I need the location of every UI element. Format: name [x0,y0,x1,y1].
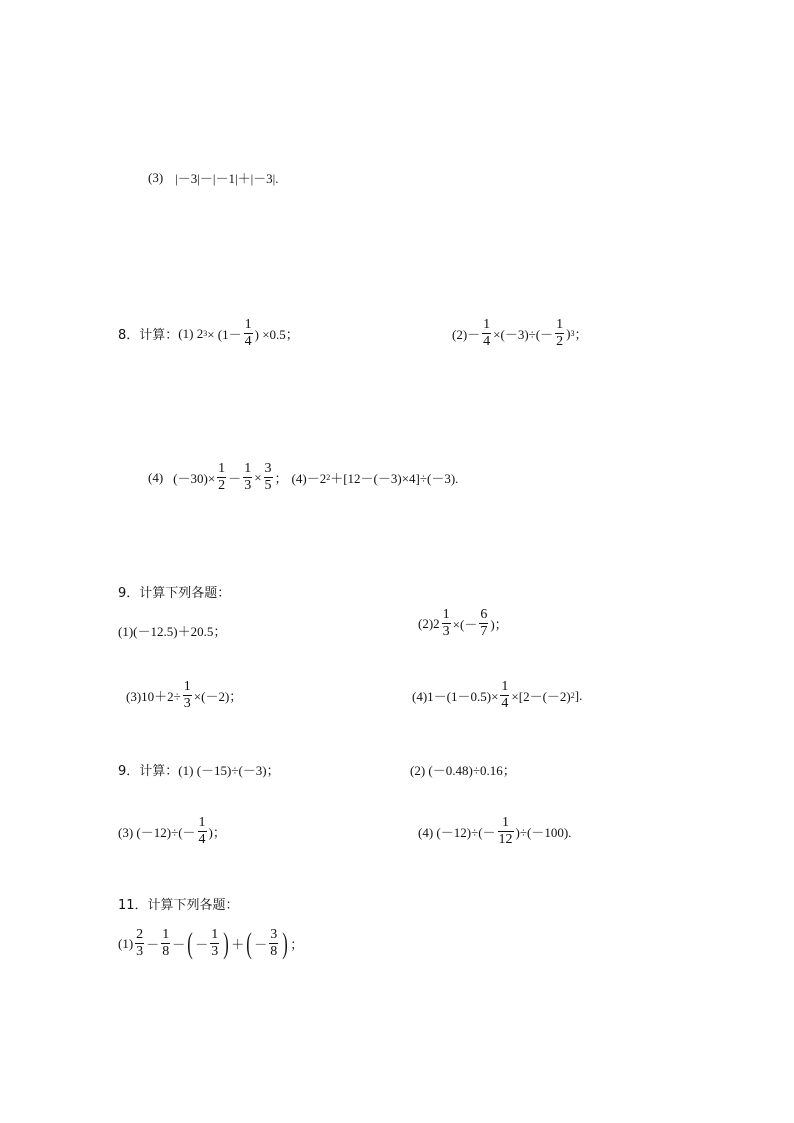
expr-text: ； [274,471,288,486]
fraction: $\frac{1}{3}$ [211,927,219,959]
expr-text: )÷(－100). [515,825,572,840]
fraction: $\frac{1}{4}$ [198,815,206,847]
exponent: 3 [570,329,575,338]
q9a-part-1: (1)(－12.5)＋20.5； [118,624,227,639]
expr-text: )； [490,617,508,632]
fraction: $\frac{1}{2}$ [218,461,226,493]
q11-heading: 11．计算下列各题： [118,898,239,913]
left-paren: ( [246,926,252,960]
exponent: 2 [570,691,575,700]
q8-heading: 8．计算： [118,328,179,343]
q9a-part-2 [418,608,508,639]
expr-text: － [146,937,160,952]
fraction: $\frac{1}{2}$ [556,317,564,349]
fraction: $\frac{1}{3}$ [442,607,450,639]
left-paren: ( [187,926,193,960]
q9b-part-4 [418,816,571,847]
expr-text: ＋[12－(－3)×4]÷(－3). [330,471,459,486]
expr-text: － [228,471,242,486]
expr-text: ) ×0.5； [254,327,299,342]
q8-part-2 [452,318,588,349]
q11-part-1 [118,928,303,959]
q8-part-4 [148,462,458,493]
item-label: (1) [118,935,134,951]
expr-text: － [172,937,186,952]
expr-text: (4)1－(1－0.5)× [412,689,499,704]
right-paren: ) [223,926,229,960]
exponent: 2 [326,473,331,482]
expr-text: ×(－3)÷(－ [493,327,554,342]
fraction: $\frac{1}{4}$ [501,679,509,711]
q9a-part-3 [126,680,242,711]
q8-part-1 [118,318,299,349]
problem-7-3 [148,168,279,187]
fraction: $\frac{1}{12}$ [498,815,513,847]
q9b-part-2: (2) (－0.48)÷0.16； [410,763,516,778]
fraction: $\frac{1}{4}$ [244,317,252,349]
expr-text: (4) (－12)÷(－ [418,825,496,840]
expr-text: × [254,469,262,485]
expr-text: (3)10＋2÷ [126,689,181,704]
fraction: $\frac{1}{8}$ [162,927,170,959]
exponent: 3 [203,329,208,338]
expr-text: (－30)× [173,471,216,486]
expr-text: ×[2－(－2) [511,689,571,704]
expr-text: (2)2 [418,615,440,631]
expr-text: ×(－2)； [193,689,243,704]
expr-text: ×(－ [452,617,478,632]
expr-text: (3) (－12)÷(－ [118,825,196,840]
fraction: $\frac{3}{8}$ [270,927,278,959]
expr-text: (1) 2 [178,325,204,341]
expr-text: × (1－ [207,327,242,342]
q9a-part-4 [412,680,582,711]
q9b-part-1 [118,760,280,779]
fraction: $\frac{1}{3}$ [244,461,252,493]
expr-text: (4)－2 [291,471,327,486]
expr-text: )； [208,825,226,840]
expr-text: (1) (－15)÷(－3)； [178,763,280,778]
right-paren: ) [282,926,288,960]
q9b-heading: 9．计算： [118,764,179,779]
fraction: $\frac{3}{5}$ [264,461,272,493]
fraction: $\frac{2}{3}$ [136,927,144,959]
expr-text: ； [574,327,588,342]
expr-text: ＋ [231,937,245,952]
q9a-heading: 9．计算下列各题： [118,586,231,601]
expr-text: ) [566,325,571,341]
expr-text: ]. [574,687,583,703]
expression: |－3|－|－1|＋|－3|. [175,171,279,186]
q9b-part-3 [118,816,226,847]
fraction: $\frac{6}{7}$ [480,607,488,639]
expr-text: － [254,937,268,952]
item-label: (3) [148,169,164,185]
fraction: $\frac{1}{4}$ [483,317,491,349]
fraction: $\frac{1}{3}$ [183,679,191,711]
expr-text: (2)－ [452,327,481,342]
item-label: (4) [148,469,164,485]
expr-text: ； [290,937,304,952]
expr-text: － [195,937,209,952]
